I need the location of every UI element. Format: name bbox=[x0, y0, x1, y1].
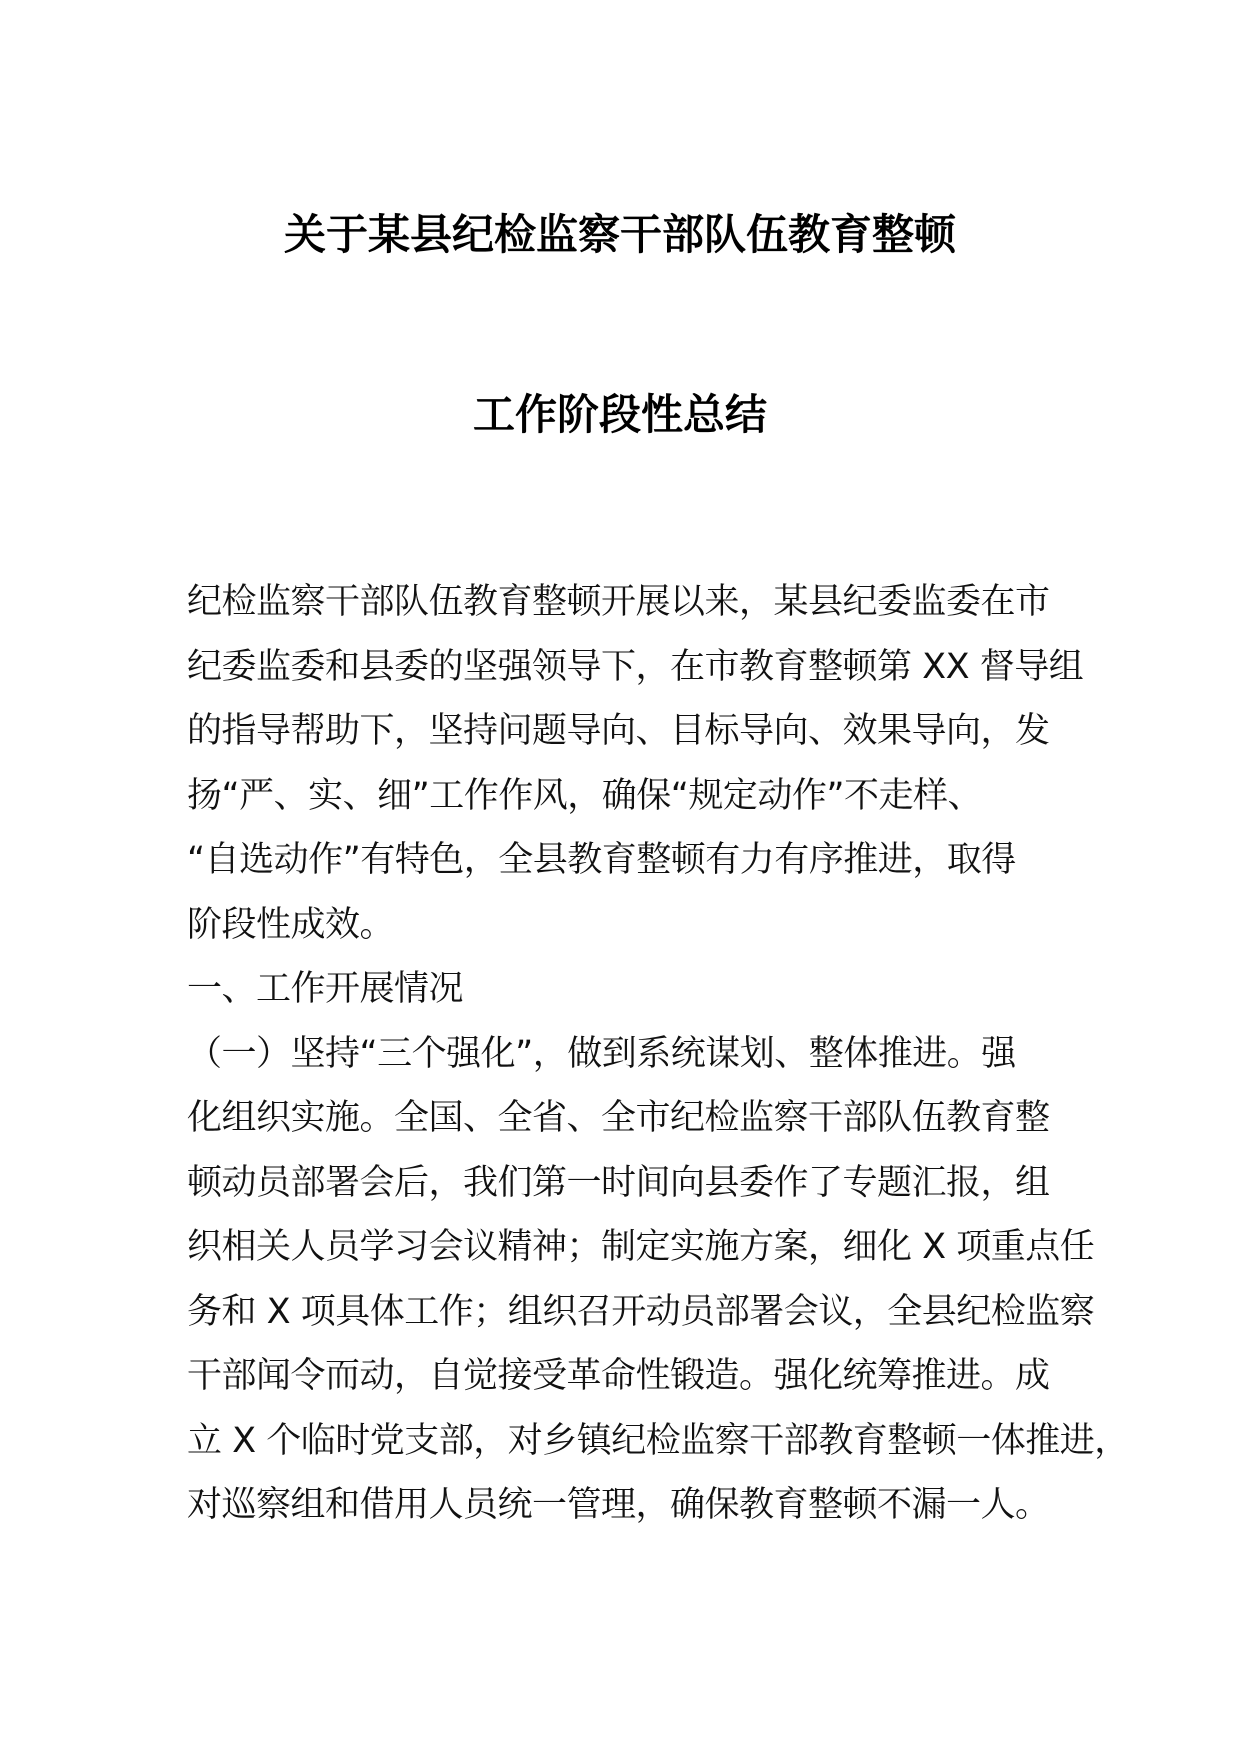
document-title-line-2: 工作阶段性总结 bbox=[472, 390, 767, 439]
section-paragraph-line: 干部闻令而动，自觉接受革命性锻造。强化统筹推进。成 bbox=[187, 1356, 1050, 1396]
intro-paragraph-line: “自选动作”有特色，全县教育整顿有力有序推进，取得 bbox=[187, 840, 1016, 880]
document-title-line-1: 关于某县纪检监察干部队伍教育整顿 bbox=[283, 210, 956, 259]
document-body bbox=[187, 570, 1129, 1538]
intro-paragraph-line: 扬“严、实、细”工作作风，确保“规定动作”不走样、 bbox=[187, 775, 983, 816]
intro-paragraph-line: 纪检监察干部队伍教育整顿开展以来，某县纪委监委在市 bbox=[187, 582, 1050, 622]
section-paragraph-line: （一）坚持“三个强化”，做到系统谋划、整体推进。强 bbox=[187, 1033, 1016, 1074]
section-paragraph-line: 对巡察组和借用人员统一管理，确保教育整顿不漏一人。 bbox=[187, 1485, 1050, 1525]
section-paragraph-line: 化组织实施。全国、全省、全市纪检监察干部队伍教育整 bbox=[187, 1098, 1050, 1138]
intro-paragraph-line: 阶段性成效。 bbox=[187, 904, 395, 945]
section-heading: 一、工作开展情况 bbox=[187, 969, 464, 1009]
intro-paragraph-line: 纪委监委和县委的坚强领导下，在市教育整顿第 XX 督导组 bbox=[187, 646, 1084, 687]
section-paragraph-line: 顿动员部署会后，我们第一时间向县委作了专题汇报，组 bbox=[187, 1162, 1050, 1203]
intro-paragraph-line: 的指导帮助下，坚持问题导向、目标导向、效果导向，发 bbox=[187, 711, 1050, 751]
section-paragraph-line: 立 X 个临时党支部，对乡镇纪检监察干部教育整顿一体推进， bbox=[187, 1420, 1129, 1461]
section-paragraph-line: 务和 X 项具体工作；组织召开动员部署会议，全县纪检监察 bbox=[187, 1291, 1095, 1332]
section-paragraph-line: 织相关人员学习会议精神；制定实施方案，细化 X 项重点任 bbox=[187, 1227, 1095, 1267]
